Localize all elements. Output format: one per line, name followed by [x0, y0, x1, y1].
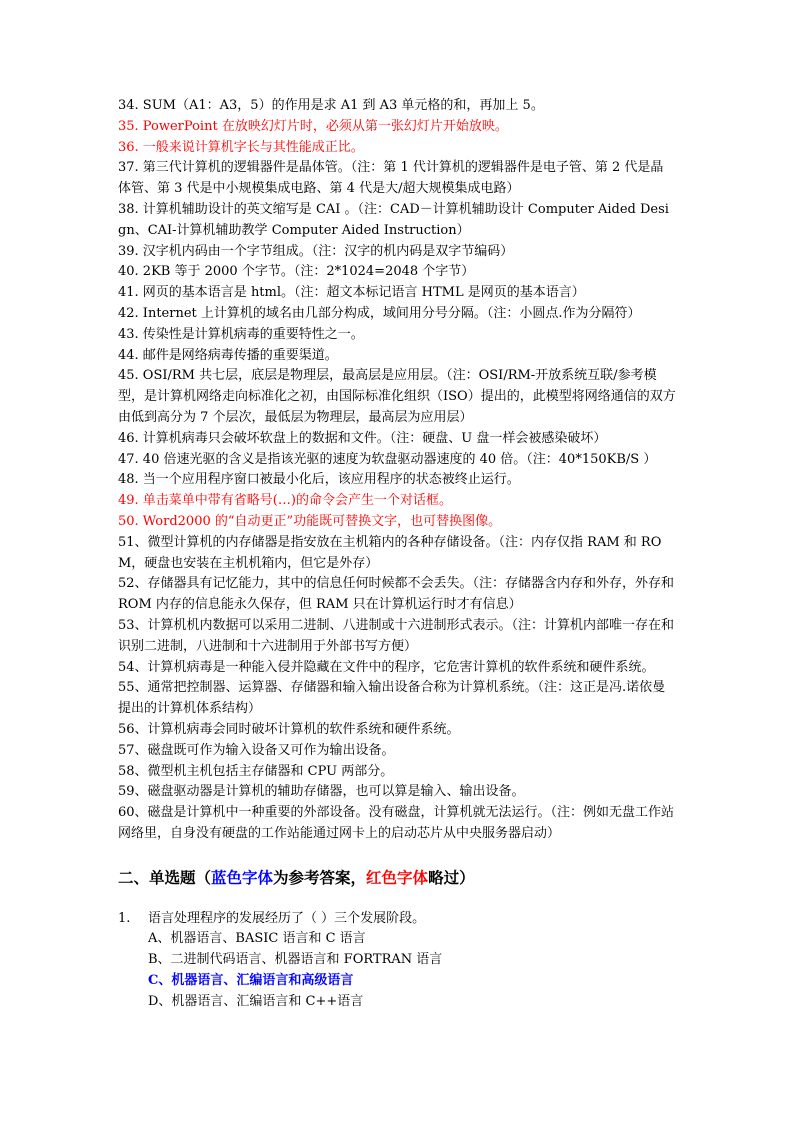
list-item: 38. 计算机辅助设计的英文缩写是 CAI 。（注：CAD－计算机辅助设计 Computer Aided Design、CAI-计算机辅助教学 Computer Aided Instruction）: [118, 201, 669, 238]
list-item: 52、存储器具有记忆能力，其中的信息任何时候都不会丢失。（注：存储器含内存和外存，外存和 ROM 内存的信息能永久保存，但 RAM 只在计算机运行时才有信息）: [118, 576, 675, 613]
list-item: 42. Internet 上计算机的域名由几部分构成，域间用分号分隔。（注：小圆点.作为分隔符）: [118, 305, 641, 321]
section-title-prefix: 二、单选题（: [118, 868, 212, 887]
list-item: 37. 第三代计算机的逻辑器件是晶体管。（注：第 1 代计算机的逻辑器件是电子管、第 2 代是晶体管、第 3 代是中小规模集成电路、第 4 代是大/超大规模集成电路）: [118, 160, 664, 197]
question-number: 1.: [118, 910, 131, 926]
list-item: 54、计算机病毒是一种能入侵并隐藏在文件中的程序，它危害计算机的软件系统和硬件系统。: [118, 659, 655, 675]
option: D、机器语言、汇编语言和 C++语言: [148, 993, 364, 1009]
list-item: 43. 传染性是计算机病毒的重要特性之一。: [118, 326, 364, 342]
list-item: 50. Word2000 的“自动更正”功能既可替换文字，也可替换图像。: [118, 513, 502, 529]
list-item: 48. 当一个应用程序窗口被最小化后，该应用程序的状态被终止运行。: [118, 472, 520, 488]
question-text: 语言处理程序的发展经历了（ ）三个发展阶段。: [148, 910, 426, 926]
list-item: 59、磁盘驱动器是计算机的辅助存储器，也可以算是输入、输出设备。: [118, 784, 525, 800]
list-item: 34. SUM（A1：A3，5）的作用是求 A1 到 A3 单元格的和，再加上 5。: [118, 98, 544, 113]
option-answer: C、机器语言、汇编语言和高级语言: [148, 973, 354, 989]
question-1: [118, 909, 676, 1013]
list-item: 47. 40 倍速光驱的含义是指该光驱的速度为软盘驱动器速度的 40 倍。（注：40*150KB/S ）: [118, 451, 657, 467]
section-title-suffix: 略过）: [428, 868, 475, 887]
list-item: 51、微型计算机的内存储器是指安放在主机箱内的各种存储设备。（注：内存仅指 RAM 和 ROM，硬盘也安装在主机机箱内，但它是外存）: [118, 534, 662, 571]
list-item: 36. 一般来说计算机字长与其性能成正比。: [118, 139, 364, 155]
list-item: 58、微型机主机包括主存储器和 CPU 两部分。: [118, 763, 394, 779]
option: A、机器语言、BASIC 语言和 C 语言: [148, 931, 366, 947]
list-item: 56、计算机病毒会同时破坏计算机的软件系统和硬件系统。: [118, 721, 460, 737]
list-item: 53、计算机机内数据可以采用二进制、八进制或十六进制形式表示。（注：计算机内部唯一存在和识别二进制，八进制和十六进制用于外部书写方便）: [118, 617, 675, 654]
list-item: 35. PowerPoint 在放映幻灯片时，必须从第一张幻灯片开始放映。: [118, 118, 508, 134]
list-item: 55、通常把控制器、运算器、存储器和输入输出设备合称为计算机系统。（注：这正是冯.诺依曼提出的计算机体系结构）: [118, 680, 666, 717]
list-item: 44. 邮件是网络病毒传播的重要渠道。: [118, 347, 338, 363]
list-item: 39. 汉字机内码由一个字节组成。（注：汉字的机内码是双字节编码）: [118, 243, 514, 259]
list-item: 49. 单击菜单中带有省略号(…)的命令会产生一个对话框。: [118, 493, 452, 509]
question-stem: [118, 909, 676, 930]
section-title-blue-text: 蓝色字体: [211, 868, 274, 887]
option: B、二进制代码语言、机器语言和 FORTRAN 语言: [148, 952, 443, 968]
question-options: [118, 929, 676, 1012]
true-false-list: [118, 96, 676, 845]
list-item: 45. OSI/RM 共七层，底层是物理层，最高层是应用层。（注：OSI/RM-开放系统互联/参考模型，是计算机网络走向标准化之初，由国际标准化组织（ISO）提出的，此模型将网络通信的双方由低到高分为 7 个层次，最低层为物理层，最高层为应用层）: [118, 368, 676, 425]
section-title-red-text: 红色字体: [366, 868, 429, 887]
list-item: 57、磁盘既可作为输入设备又可作为输出设备。: [118, 742, 395, 758]
list-item: 46. 计算机病毒只会破坏软盘上的数据和文件。（注：硬盘、U 盘一样会被感染破坏）: [118, 430, 607, 446]
section-title: [118, 867, 676, 889]
section-title-middle: 为参考答案，: [273, 868, 367, 887]
list-item: 41. 网页的基本语言是 html。（注：超文本标记语言 HTML 是网页的基本语言）: [118, 285, 585, 301]
list-item: 60、磁盘是计算机中一种重要的外部设备。没有磁盘，计算机就无法运行。（注：例如无盘工作站网络里，自身没有硬盘的工作站能通过网卡上的启动芯片从中央服务器启动）: [118, 805, 675, 841]
list-item: 40. 2KB 等于 2000 个字节。（注：2*1024=2048 个字节）: [118, 264, 475, 280]
